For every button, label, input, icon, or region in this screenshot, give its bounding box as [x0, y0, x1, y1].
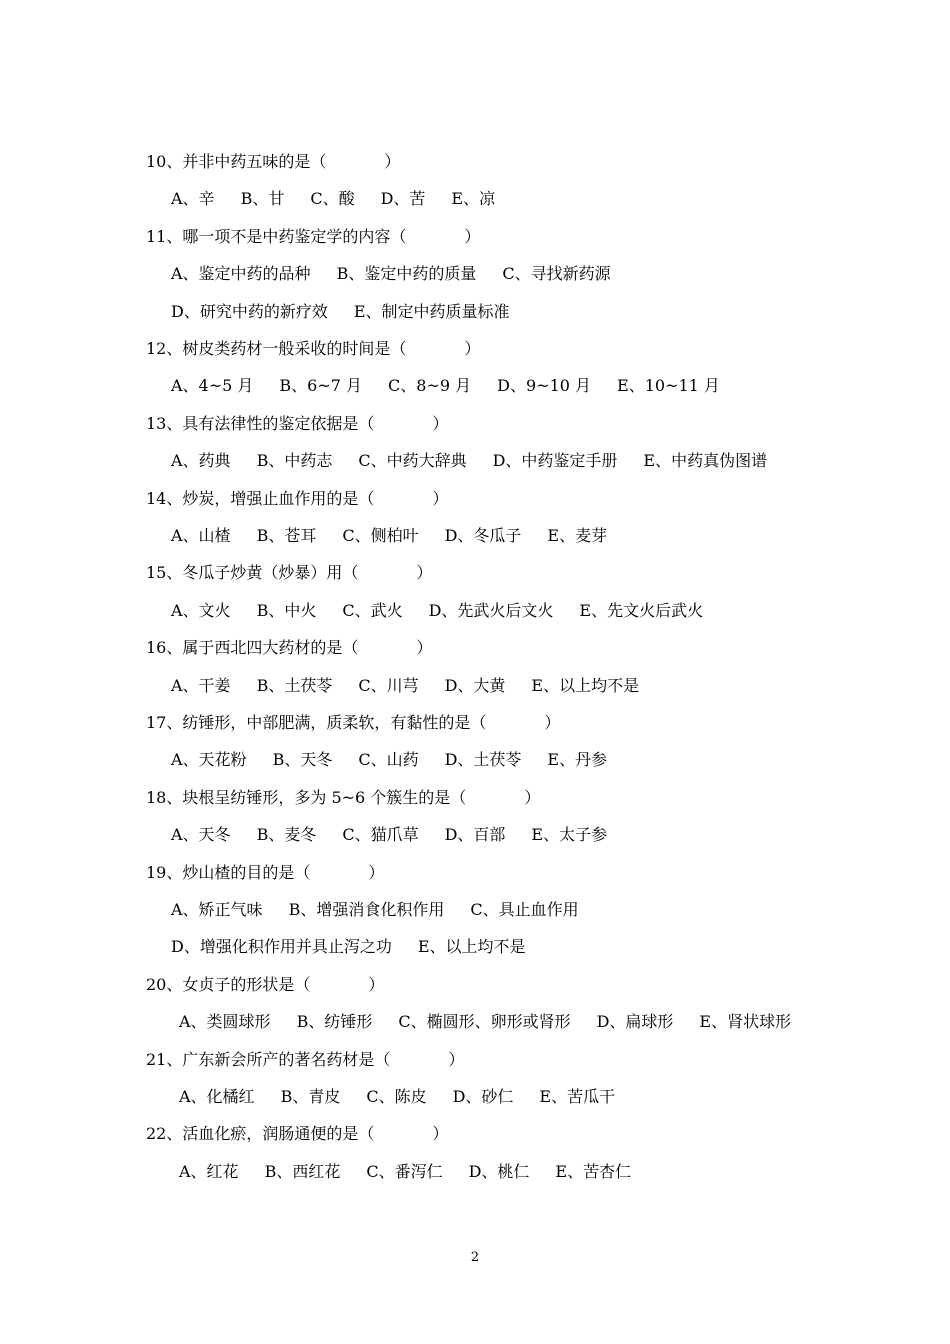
- answer-option: C、武火: [342, 601, 403, 620]
- answer-option: C、中药大辞典: [358, 451, 467, 470]
- answer-option: D、扁球形: [596, 1012, 674, 1031]
- answer-option: D、苦: [380, 189, 426, 208]
- option-row: [171, 937, 950, 957]
- question-text: 22、活血化瘀，润肠通便的是（: [146, 1124, 375, 1143]
- question-stem: [146, 489, 950, 509]
- answer-option: B、纺锤形: [296, 1012, 373, 1031]
- option-row: [171, 302, 950, 322]
- answer-option: E、肾状球形: [699, 1012, 792, 1031]
- answer-option: D、砂仁: [452, 1087, 514, 1106]
- question-close-paren: ）: [544, 713, 561, 732]
- answer-option: B、西红花: [264, 1162, 341, 1181]
- answer-option: A、药典: [171, 451, 231, 470]
- question-stem: [146, 975, 950, 995]
- answer-option: A、类圆球形: [179, 1012, 271, 1031]
- answer-option: B、麦冬: [256, 825, 317, 844]
- answer-option: B、土茯苓: [256, 676, 333, 695]
- question-text: 14、炒炭，增强止血作用的是（: [146, 489, 375, 508]
- question-text: 13、具有法律性的鉴定依据是（: [146, 414, 375, 433]
- answer-option: A、山楂: [171, 526, 231, 545]
- answer-option: A、鉴定中药的品种: [171, 264, 311, 283]
- answer-option: E、10~11 月: [617, 376, 720, 395]
- answer-option: B、甘: [240, 189, 285, 208]
- answer-option: E、制定中药质量标准: [353, 302, 510, 321]
- question-close-paren: ）: [368, 863, 385, 882]
- question-text: 19、炒山楂的目的是（: [146, 863, 311, 882]
- answer-option: C、陈皮: [366, 1087, 427, 1106]
- answer-option: A、文火: [171, 601, 231, 620]
- answer-option: D、土茯苓: [444, 750, 522, 769]
- answer-option: D、冬瓜子: [444, 526, 522, 545]
- answer-option: B、天冬: [272, 750, 333, 769]
- answer-option: E、麦芽: [547, 526, 608, 545]
- answer-option: C、侧柏叶: [342, 526, 419, 545]
- question-text: 17、纺锤形，中部肥满，质柔软，有黏性的是（: [146, 713, 487, 732]
- question-close-paren: ）: [524, 788, 541, 807]
- question-stem: [146, 788, 950, 808]
- answer-option: A、化橘红: [179, 1087, 255, 1106]
- answer-option: D、百部: [444, 825, 506, 844]
- answer-option: B、中火: [256, 601, 317, 620]
- answer-option: B、青皮: [280, 1087, 341, 1106]
- question-stem: [146, 1050, 950, 1070]
- question-close-paren: ）: [416, 563, 433, 582]
- question-close-paren: ）: [416, 638, 433, 657]
- question-text: 18、块根呈纺锤形，多为 5~6 个簇生的是（: [146, 788, 467, 807]
- page-number: 2: [470, 1250, 480, 1265]
- answer-option: C、猫爪草: [342, 825, 419, 844]
- question-stem: [146, 863, 950, 883]
- answer-option: B、6~7 月: [279, 376, 363, 395]
- answer-option: D、中药鉴定手册: [492, 451, 618, 470]
- answer-option: D、大黄: [444, 676, 506, 695]
- option-row: [179, 1087, 950, 1107]
- option-row: [171, 451, 950, 471]
- option-row: [171, 189, 950, 209]
- answer-option: E、以上均不是: [417, 937, 526, 956]
- answer-option: A、矫正气味: [171, 900, 263, 919]
- question-stem: [146, 152, 950, 172]
- question-text: 11、哪一项不是中药鉴定学的内容（: [146, 227, 407, 246]
- question-close-paren: ）: [432, 1124, 449, 1143]
- option-row: [171, 825, 950, 845]
- question-stem: [146, 1124, 950, 1144]
- answer-option: E、先文火后武火: [579, 601, 704, 620]
- question-close-paren: ）: [464, 227, 481, 246]
- answer-option: E、丹参: [547, 750, 608, 769]
- answer-option: A、4~5 月: [171, 376, 254, 395]
- answer-option: C、具止血作用: [470, 900, 579, 919]
- answer-option: D、研究中药的新疗效: [171, 302, 328, 321]
- answer-option: E、太子参: [531, 825, 608, 844]
- question-text: 21、广东新会所产的著名药材是（: [146, 1050, 391, 1069]
- answer-option: C、山药: [358, 750, 419, 769]
- question-close-paren: ）: [432, 414, 449, 433]
- question-text: 15、冬瓜子炒黄（炒暴）用（: [146, 563, 359, 582]
- question-stem: [146, 563, 950, 583]
- option-row: [179, 1162, 950, 1182]
- question-close-paren: ）: [464, 339, 481, 358]
- option-row: [171, 601, 950, 621]
- answer-option: A、天花粉: [171, 750, 247, 769]
- answer-option: D、先武火后文火: [428, 601, 554, 620]
- option-row: [171, 750, 950, 770]
- answer-option: C、椭圆形、卵形或肾形: [398, 1012, 571, 1031]
- option-row: [171, 526, 950, 546]
- question-close-paren: ）: [368, 975, 385, 994]
- answer-option: A、天冬: [171, 825, 231, 844]
- option-row: [171, 676, 950, 696]
- question-stem: [146, 414, 950, 434]
- answer-option: D、增强化积作用并具止泻之功: [171, 937, 392, 956]
- question-stem: [146, 713, 950, 733]
- answer-option: E、以上均不是: [531, 676, 640, 695]
- question-text: 10、并非中药五味的是（: [146, 152, 327, 171]
- answer-option: A、干姜: [171, 676, 231, 695]
- answer-option: C、8~9 月: [388, 376, 472, 395]
- answer-option: B、增强消食化积作用: [288, 900, 445, 919]
- question-stem: [146, 227, 950, 247]
- answer-option: A、红花: [179, 1162, 239, 1181]
- option-row: [171, 264, 950, 284]
- answer-option: E、苦杏仁: [555, 1162, 632, 1181]
- option-row: [179, 1012, 950, 1032]
- question-stem: [146, 638, 950, 658]
- answer-option: C、番泻仁: [366, 1162, 443, 1181]
- question-close-paren: ）: [432, 489, 449, 508]
- answer-option: B、鉴定中药的质量: [336, 264, 477, 283]
- answer-option: E、凉: [451, 189, 496, 208]
- answer-option: C、川芎: [358, 676, 419, 695]
- answer-option: B、中药志: [256, 451, 333, 470]
- answer-option: E、中药真伪图谱: [643, 451, 768, 470]
- question-text: 16、属于西北四大药材的是（: [146, 638, 359, 657]
- question-text: 12、树皮类药材一般采收的时间是（: [146, 339, 407, 358]
- question-stem: [146, 339, 950, 359]
- question-text: 20、女贞子的形状是（: [146, 975, 311, 994]
- answer-option: E、苦瓜干: [539, 1087, 616, 1106]
- answer-option: C、酸: [310, 189, 355, 208]
- answer-option: B、苍耳: [256, 526, 317, 545]
- answer-option: D、9~10 月: [497, 376, 592, 395]
- option-row: [171, 376, 950, 396]
- answer-option: D、桃仁: [468, 1162, 530, 1181]
- option-row: [171, 900, 950, 920]
- answer-option: A、辛: [171, 189, 215, 208]
- question-close-paren: ）: [384, 152, 401, 171]
- question-close-paren: ）: [448, 1050, 465, 1069]
- answer-option: C、寻找新药源: [502, 264, 611, 283]
